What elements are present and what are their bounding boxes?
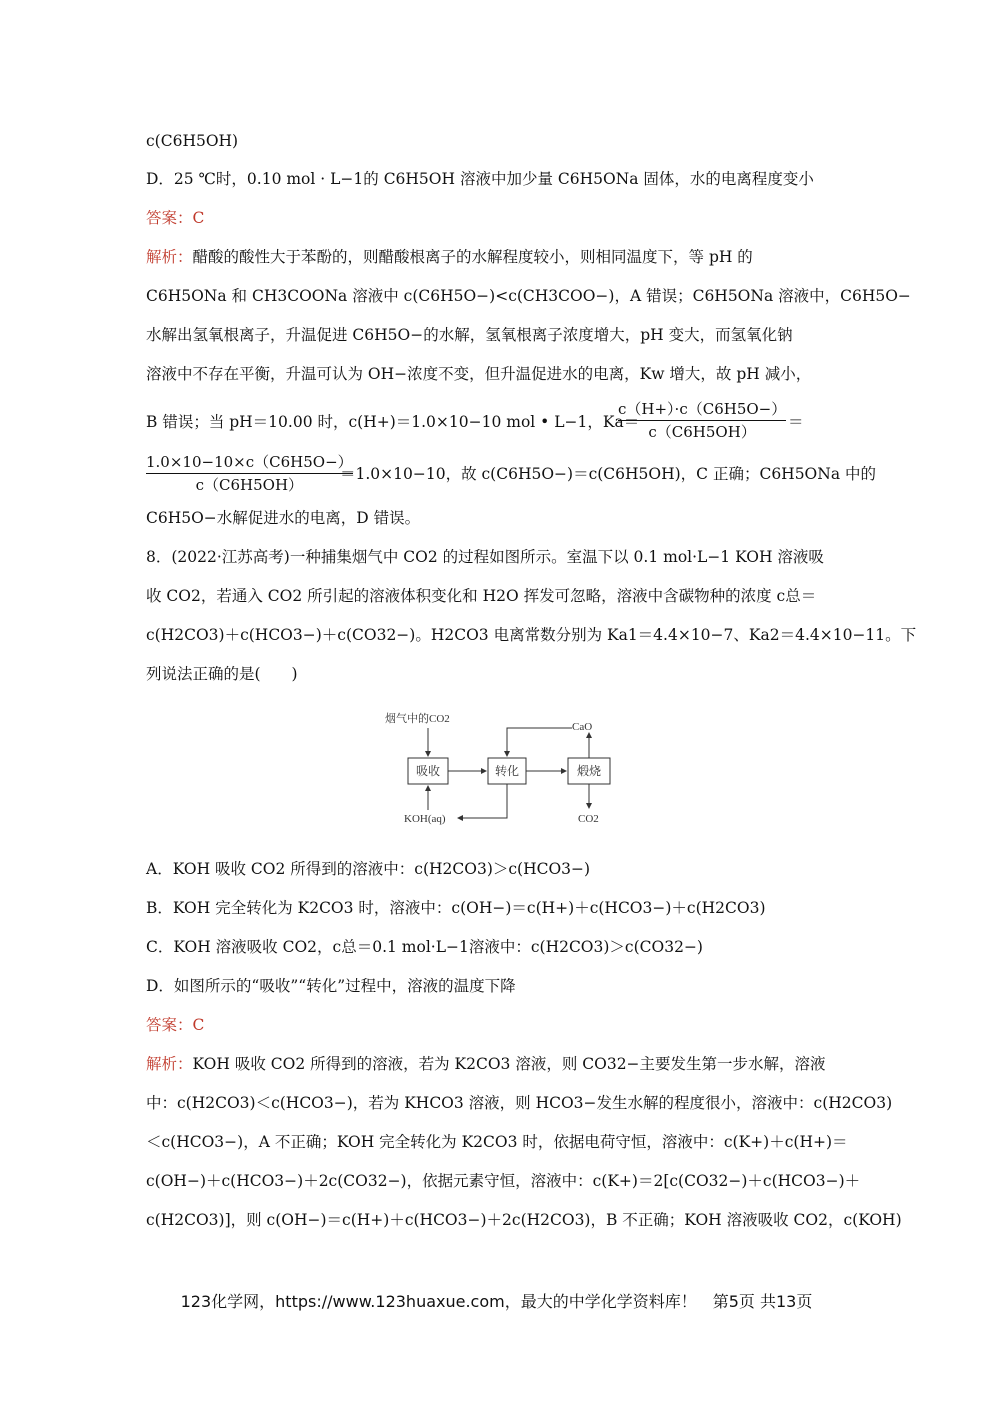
ka-fraction [618,399,786,442]
answer-q7: 答案：C [146,209,205,227]
ka-value-fraction [146,452,353,495]
ka-numerator: c（H+）·c（C6H5O−） [618,400,787,418]
question-8-line-1: 8．(2022·江苏高考)一种捕集烟气中 CO2 的过程如图所示。室温下以 0.1 mol·L−1 KOH 溶液吸 [146,548,824,566]
value-numerator: 1.0×10−10×c（C6H5O−） [146,453,353,471]
koh-label: KOH(aq) [404,813,446,825]
co2-output-label: CO2 [578,813,599,825]
question-8-line-2: 收 CO2，若通入 CO2 所引起的溶液体积变化和 H2O 挥发可忽略，溶液中含碳物种的浓度 c总＝ [146,587,817,605]
ka-denominator: c（C6H5OH） [648,423,756,441]
option-a-q8: A．KOH 吸收 CO2 所得到的溶液中：c(H2CO3)＞c(HCO3−) [146,860,591,878]
analysis-q7-line-2: C6H5ONa 和 CH3COONa 溶液中 c(C6H5O−)<c(CH3COO−)，A 错误；C6H5ONa 溶液中，C6H5O− [146,287,911,305]
analysis-q8-line-1: 解析：KOH 吸收 CO2 所得到的溶液，若为 K2CO3 溶液，则 CO32−主要发生第一步水解，溶液 [146,1055,826,1073]
convert-label: 转化 [494,764,520,778]
analysis-q8-line-4: c(OH−)＋c(HCO3−)＋2c(CO32−)，依据元素守恒，溶液中：c(K+)＝2[c(CO32−)＋c(HCO3−)＋ [146,1172,861,1190]
calcine-label: 煅烧 [576,764,602,778]
absorb-label: 吸收 [415,764,441,778]
page-footer: 123化学网，https://www.123huaxue.com，最大的中学化学资料库！ 第5页 共13页 [180,1292,813,1311]
analysis-q8-line-5: c(H2CO3)]，则 c(OH−)＝c(H+)＋c(HCO3−)＋2c(H2CO3)，B 不正确；KOH 溶液吸收 CO2，c(KOH) [146,1211,902,1229]
analysis-q7-line-3: 水解出氢氧根离子，升温促进 C6H5O−的水解，氢氧根离子浓度增大，pH 变大，而氢氧化钠 [146,326,793,344]
question-8-line-3: c(H2CO3)＋c(HCO3−)＋c(CO32−)。H2CO3 电离常数分别为 Ka1＝4.4×10−7、Ka2＝4.4×10−11。下 [146,626,917,644]
value-denominator: c（C6H5OH） [195,476,304,494]
flue-gas-label: 烟气中的CO2 [385,713,450,725]
text-line-1: c(C6H5OH) [146,132,239,150]
option-b-q8: B．KOH 完全转化为 K2CO3 时，溶液中：c(OH−)＝c(H+)＋c(HCO3−)＋c(H2CO3) [146,899,766,917]
option-d-q8: D．如图所示的“吸收”“转化”过程中，溶液的温度下降 [146,977,516,995]
analysis-q7-line-7: C6H5O−水解促进水的电离，D 错误。 [146,509,421,527]
analysis-q7-line-1: 解析：醋酸的酸性大于苯酚的，则醋酸根离子的水解程度较小，则相同温度下，等 pH 的 [146,248,753,266]
analysis-q7-line-4: 溶液中不存在平衡，升温可认为 OH−浓度不变，但升温促进水的电离，Kw 增大，故 pH 减小， [146,365,812,383]
analysis-q8-line-3: ＜c(HCO3−)，A 不正确；KOH 完全转化为 K2CO3 时，依据电荷守恒，溶液中：c(K+)＋c(H+)＝ [146,1133,848,1151]
answer-q8: 答案：C [146,1016,205,1034]
question-8-line-4: 列说法正确的是( ) [146,665,298,683]
cao-label: CaO [572,721,593,733]
option-d-q7: D．25 ℃时，0.10 mol · L−1的 C6H5OH 溶液中加少量 C6H5ONa 固体，水的电离程度变小 [146,170,814,188]
analysis-q7-line-5: B 错误；当 pH＝10.00 时，c(H+)＝1.0×10−10 mol • L−1，Ka＝ [146,413,640,431]
analysis-q8-line-2: 中：c(H2CO3)＜c(HCO3−)，若为 KHCO3 溶液，则 HCO3−发生水解的程度很小，溶液中：c(H2CO3) [146,1094,893,1112]
analysis-q7-line-6: ＝1.0×10−10，故 c(C6H5O−)＝c(C6H5OH)，C 正确；C6H5ONa 中的 [340,465,876,483]
co2-capture-diagram [380,708,620,828]
option-c-q8: C．KOH 溶液吸收 CO2，c总＝0.1 mol·L−1溶液中：c(H2CO3)＞c(CO32−) [146,938,703,956]
ka-equals: ＝ [788,413,804,431]
